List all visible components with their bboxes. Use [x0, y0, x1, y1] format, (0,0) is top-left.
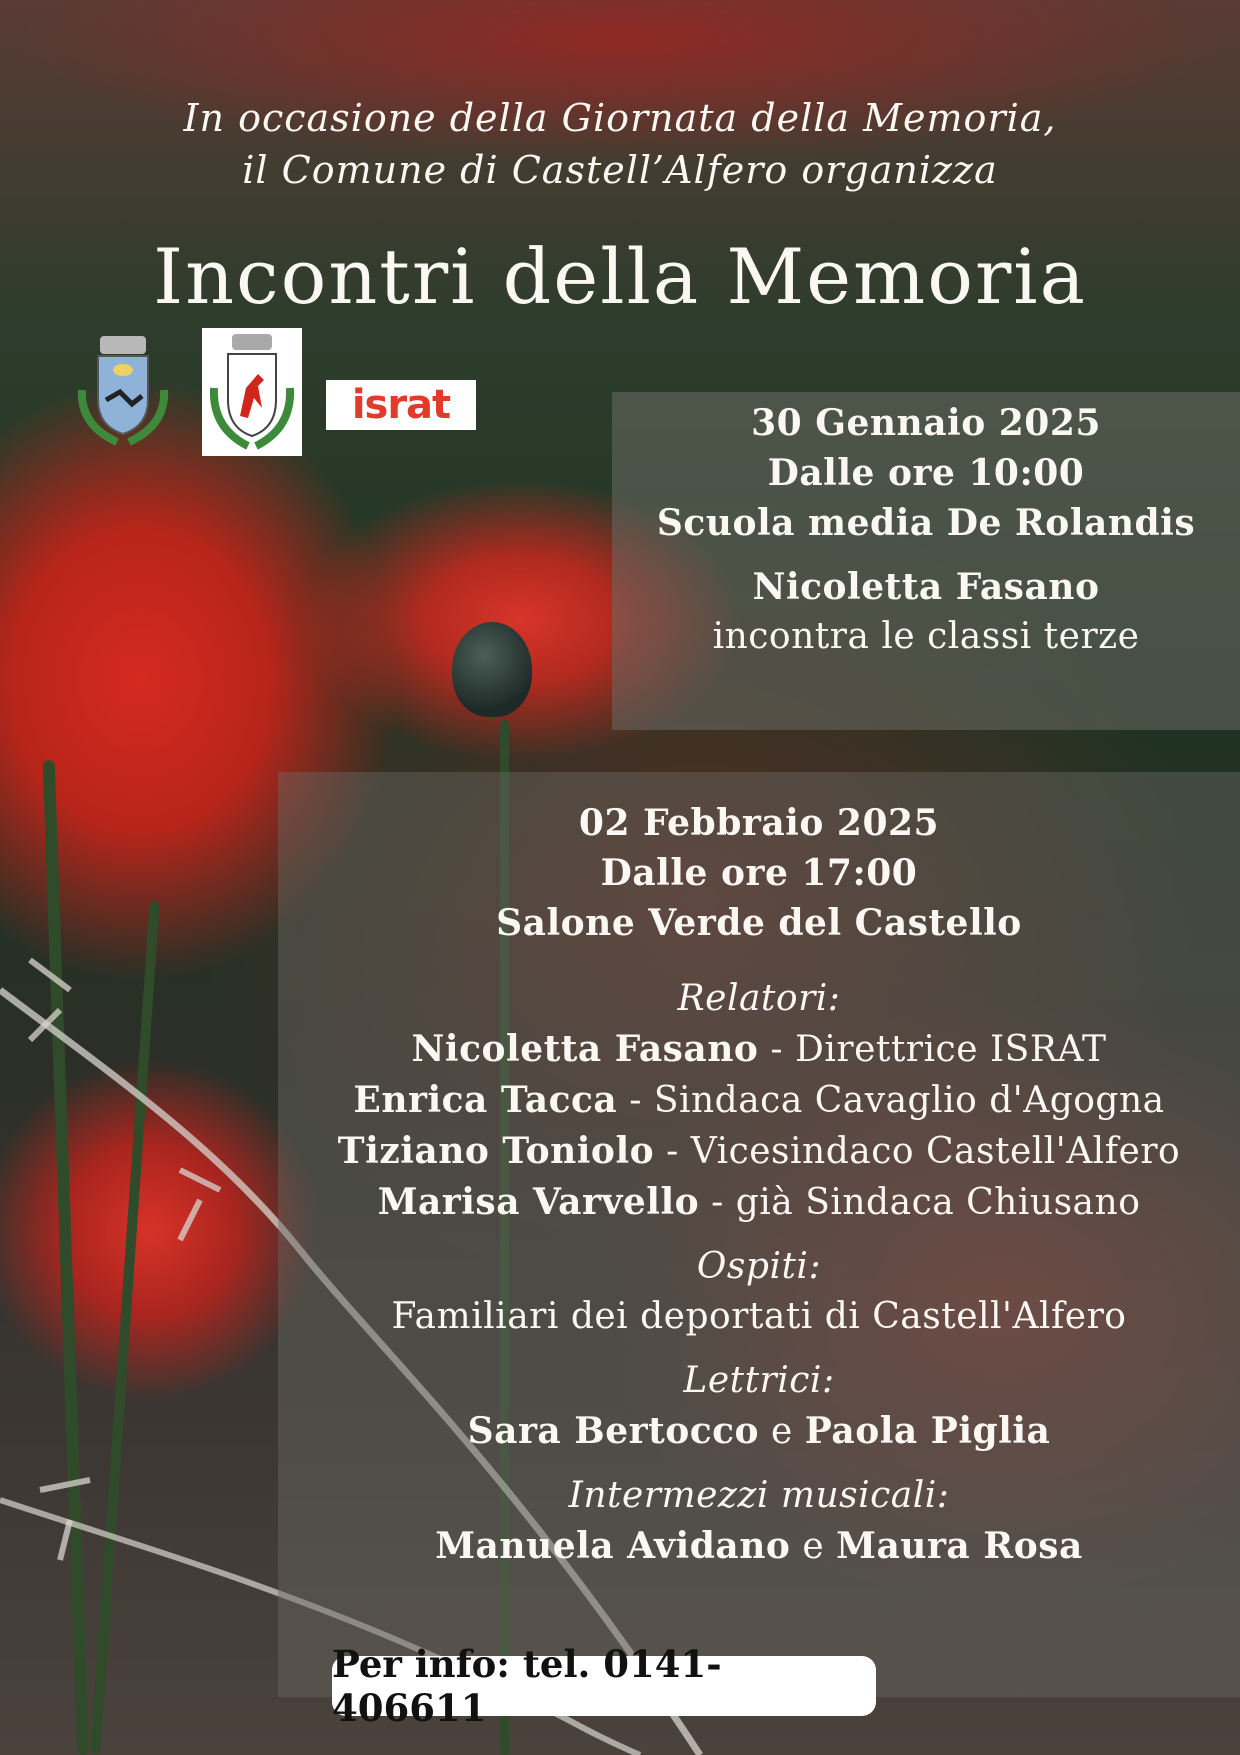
intro-line-2: il Comune di Castell’Alfero organizza [242, 148, 998, 192]
event2-place: Salone Verde del Castello [496, 902, 1022, 944]
relatore-row [278, 1126, 1240, 1177]
event1-speaker: Nicoletta Fasano [752, 566, 1100, 608]
musician-name: Manuela Avidano [435, 1525, 791, 1567]
event1-place: Scuola media De Rolandis [656, 502, 1196, 544]
event2-time: Dalle ore 17:00 [600, 852, 918, 894]
lettrici-names [278, 1406, 1240, 1457]
page-title: Incontri della Memoria [153, 232, 1087, 321]
event2-details [278, 798, 1240, 1572]
relatore-name: Enrica Tacca [353, 1079, 618, 1121]
relatore-separator: - [617, 1080, 654, 1121]
lettrice-name: Paola Piglia [804, 1410, 1051, 1452]
relatori-label: Relatori: [677, 978, 841, 1019]
israt-logo [326, 380, 476, 430]
relatore-separator: - [758, 1029, 795, 1070]
event1-date: 30 Gennaio 2025 [751, 402, 1101, 444]
relatore-name: Marisa Varvello [377, 1181, 700, 1223]
info-phone-badge: Per info: tel. 0141-406611 [332, 1656, 876, 1716]
event1-details [612, 398, 1240, 662]
poppy-stem [90, 901, 160, 1755]
lettrice-name: Sara Bertocco [467, 1410, 760, 1452]
relatore-role: Direttrice ISRAT [794, 1029, 1107, 1070]
relatore-separator: - [699, 1182, 736, 1223]
relatore-row [278, 1075, 1240, 1126]
musician-name: Maura Rosa [836, 1525, 1083, 1567]
conjunction: e [759, 1411, 805, 1452]
relatore-row [278, 1177, 1240, 1228]
coat-of-arms-horse-icon [202, 328, 302, 456]
event1-description: incontra le classi terze [712, 616, 1140, 657]
conjunction: e [790, 1526, 837, 1567]
ospiti-text: Familiari dei deportati di Castell'Alfero [391, 1296, 1127, 1337]
intro-text [0, 92, 1240, 196]
relatore-role: Vicesindaco Castell'Alfero [690, 1131, 1181, 1172]
lettrici-label: Lettrici: [683, 1360, 835, 1401]
relatore-separator: - [654, 1131, 691, 1172]
intro-line-1: In occasione della Giornata della Memoria, [183, 96, 1057, 140]
musica-names [278, 1521, 1240, 1572]
relatore-name: Nicoletta Fasano [411, 1028, 759, 1070]
event1-time: Dalle ore 10:00 [767, 452, 1085, 494]
poppy-stem [43, 760, 90, 1755]
coat-of-arms-icon [72, 330, 174, 452]
relatore-role: già Sindaca Chiusano [735, 1182, 1141, 1223]
event2-date: 02 Febbraio 2025 [578, 802, 940, 844]
coat-of-arms-horse-logo [202, 328, 302, 456]
relatore-role: Sindaca Cavaglio d'Agogna [653, 1080, 1165, 1121]
relatore-name: Tiziano Toniolo [337, 1130, 655, 1172]
poppy-pod-icon [452, 622, 532, 717]
musica-label: Intermezzi musicali: [568, 1475, 950, 1516]
israt-logo-text: israt [351, 382, 451, 428]
relatore-row [278, 1024, 1240, 1075]
ospiti-label: Ospiti: [696, 1246, 822, 1287]
